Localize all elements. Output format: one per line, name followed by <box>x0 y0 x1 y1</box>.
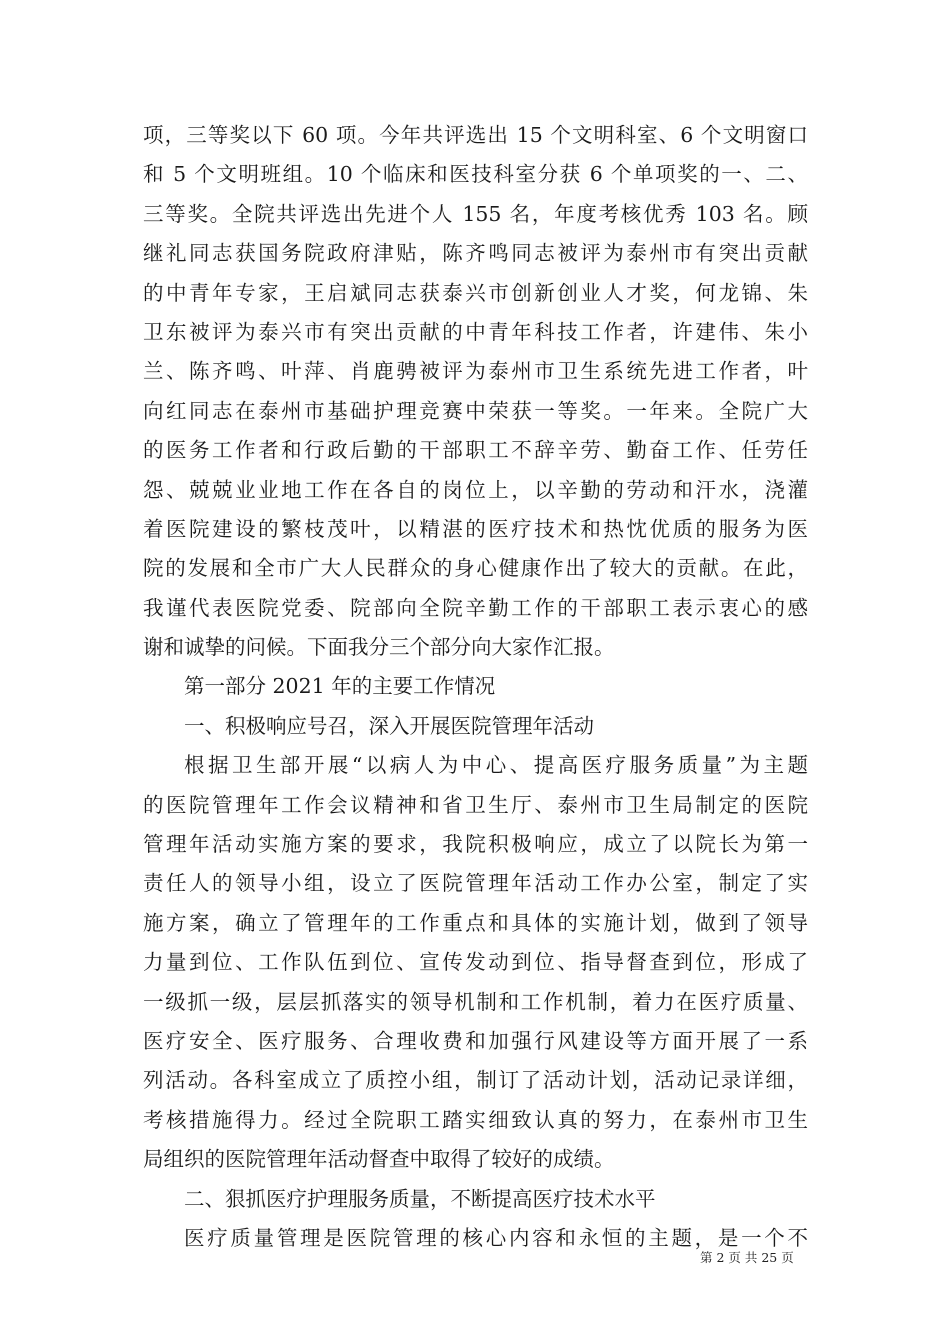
text-line: 力量到位、工作队伍到位、宣传发动到位、指导督查到位，形成了 <box>143 950 808 975</box>
text-line: 医疗安全、医疗服务、合理收费和加强行风建设等方面开展了一系 <box>143 1028 808 1053</box>
text-line: 一级抓一级，层层抓落实的领导机制和工作机制，着力在医疗质量、 <box>143 989 808 1014</box>
text-line: 向红同志在泰州市基础护理竞赛中荣获一等奖。一年来。全院广大 <box>143 398 808 423</box>
text-line: 项，三等奖以下 60 项。今年共评选出 15 个文明科室、6 个文明窗口 <box>143 123 808 147</box>
text-line: 列活动。各科室成立了质控小组，制订了活动计划，活动记录详细， <box>143 1068 808 1093</box>
text-line: 施方案，确立了管理年的工作重点和具体的实施计划，做到了领导 <box>143 910 808 935</box>
text-line: 根据卫生部开展“以病人为中心、提高医疗服务质量”为主题 <box>184 753 808 778</box>
body-text <box>143 116 808 1258</box>
text-line: 医疗质量管理是医院管理的核心内容和永恒的主题，是一个不 <box>184 1225 808 1250</box>
text-line: 的医院管理年工作会议精神和省卫生厅、泰州市卫生局制定的医院 <box>143 792 808 817</box>
text-line: 着医院建设的繁枝茂叶，以精湛的医疗技术和热忱优质的服务为医 <box>143 516 808 541</box>
text-line: 局组织的医院管理年活动督查中取得了较好的成绩。 <box>143 1147 615 1172</box>
text-line: 我谨代表医院党委、院部向全院辛勤工作的干部职工表示衷心的感 <box>143 595 808 620</box>
text-line: 责任人的领导小组，设立了医院管理年活动工作办公室，制定了实 <box>143 871 808 896</box>
text-line: 的中青年专家，王启斌同志获泰兴市创新创业人才奖，何龙锦、朱 <box>143 280 808 305</box>
page-footer: 第 2 页 共 25 页 <box>700 1250 794 1265</box>
text-line: 和 5 个文明班组。10 个临床和医技科室分获 6 个单项奖的一、二、 <box>143 162 808 187</box>
subsection-heading: 一、积极响应号召，深入开展医院管理年活动 <box>184 713 594 738</box>
text-line: 管理年活动实施方案的要求，我院积极响应，成立了以院长为第一 <box>143 832 808 857</box>
section-heading: 第一部分 2021 年的主要工作情况 <box>184 674 496 699</box>
text-line: 继礼同志获国务院政府津贴，陈齐鸣同志被评为泰州市有突出贡献 <box>143 241 808 266</box>
text-line: 院的发展和全市广大人民群众的身心健康作出了较大的贡献。在此， <box>143 556 808 581</box>
text-line: 的医务工作者和行政后勤的干部职工不辞辛劳、勤奋工作、任劳任 <box>143 438 808 463</box>
text-line: 谢和诚挚的问候。下面我分三个部分向大家作汇报。 <box>143 635 615 660</box>
text-line: 考核措施得力。经过全院职工踏实细致认真的努力，在泰州市卫生 <box>143 1107 808 1132</box>
text-line: 卫东被评为泰兴市有突出贡献的中青年科技工作者，许建伟、朱小 <box>143 319 808 344</box>
text-line: 兰、陈齐鸣、叶萍、肖鹿骋被评为泰州市卫生系统先进工作者，叶 <box>143 359 808 384</box>
text-line: 三等奖。全院共评选出先进个人 155 名，年度考核优秀 103 名。顾 <box>143 201 808 226</box>
subsection-heading: 二、狠抓医疗护理服务质量，不断提高医疗技术水平 <box>184 1186 656 1211</box>
text-line: 怨、兢兢业业地工作在各自的岗位上，以辛勤的劳动和汗水，浇灌 <box>143 477 808 502</box>
